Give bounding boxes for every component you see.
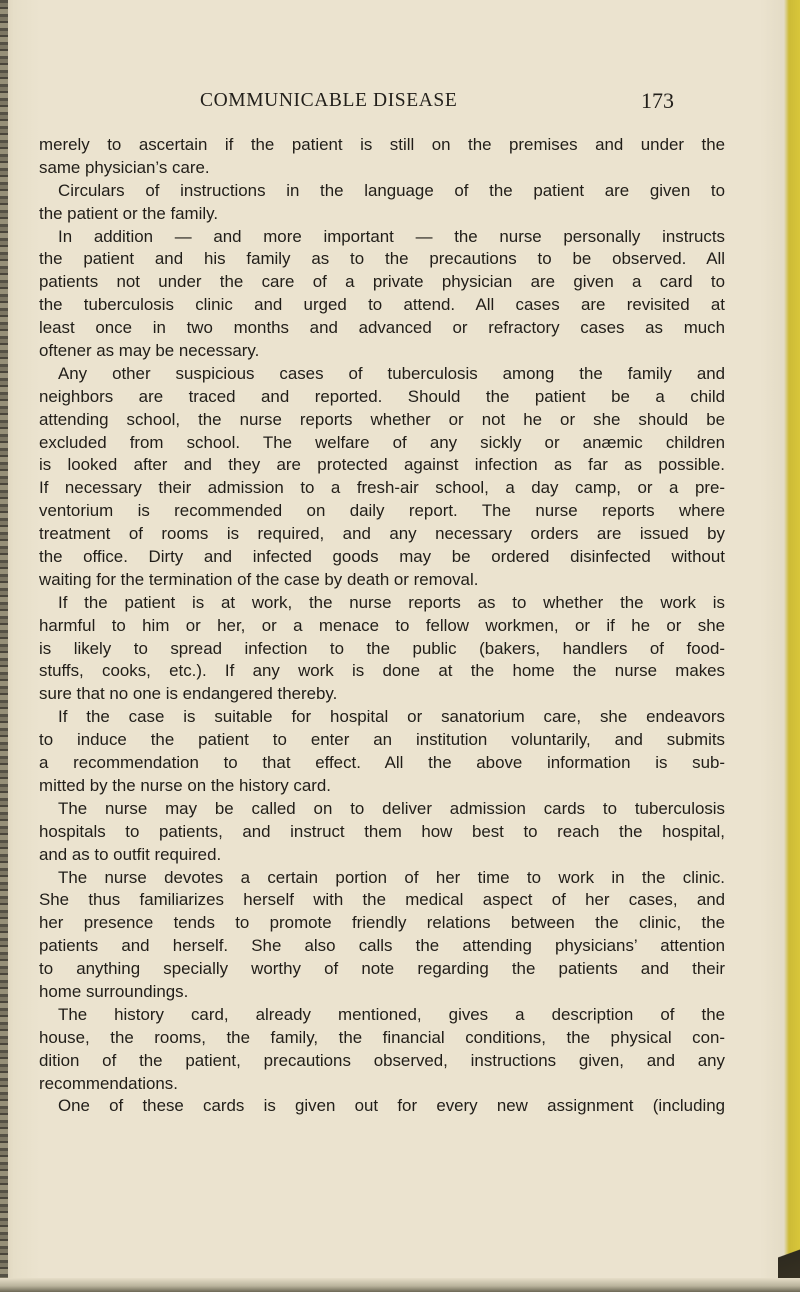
text-line: recommendations.	[39, 1073, 178, 1093]
text-line: to induce the patient to enter an institution voluntarily, and submits	[39, 730, 725, 750]
text-line: stuffs, cooks, etc.). If any work is done at the home the nurse makes	[39, 661, 725, 681]
text-line: waiting for the termination of the case by death or removal.	[39, 569, 479, 589]
text-line: merely to ascertain if the patient is still on the premises and under the	[39, 135, 725, 154]
text-line: treatment of rooms is required, and any necessary orders are issued by	[39, 524, 725, 544]
binding-edge	[0, 0, 8, 1292]
text-line: same physician’s care.	[39, 157, 210, 177]
text-line: the patient and his family as to the precautions to be observed. All	[39, 249, 725, 269]
running-head: COMMUNICABLE DISEASE	[200, 90, 458, 111]
text-line: One of these cards is given out for every new assignment (including	[58, 1096, 725, 1116]
text-line: ventorium is recommended on daily report. The nurse reports where	[39, 501, 725, 521]
text-line: excluded from school. The welfare of any sickly or anæmic children	[39, 432, 725, 452]
text-line: house, the rooms, the family, the financial conditions, the physical con-	[39, 1027, 725, 1047]
text-line: her presence tends to promote friendly relations between the clinic, the	[39, 913, 725, 933]
text-line: the tuberculosis clinic and urged to attend. All cases are revisited at	[39, 295, 725, 315]
text-line: If necessary their admission to a fresh-air school, a day camp, or a pre-	[39, 478, 725, 498]
text-line: She thus familiarizes herself with the medical aspect of her cases, and	[39, 890, 725, 910]
text-line: If the patient is at work, the nurse reports as to whether the work is	[58, 592, 725, 612]
text-line: hospitals to patients, and instruct them how best to reach the hospital,	[39, 821, 725, 841]
text-line: Any other suspicious cases of tuberculosis among the family and	[58, 363, 725, 383]
text-line: In addition — and more important — the nurse personally instructs	[58, 226, 725, 246]
text-line: If the case is suitable for hospital or sanatorium care, she endeavors	[58, 707, 725, 727]
text-line: attending school, the nurse reports whether or not he or she should be	[39, 409, 725, 429]
text-line: patients and herself. She also calls the attending physicians’ attention	[39, 936, 725, 956]
text-line: the office. Dirty and infected goods may be ordered disinfected without	[39, 547, 725, 567]
text-line: oftener as may be necessary.	[39, 341, 260, 361]
text-line: patients not under the care of a private physician are given a card to	[39, 272, 725, 292]
text-line: mitted by the nurse on the history card.	[39, 775, 331, 795]
text-line: neighbors are traced and reported. Should the patient be a child	[39, 386, 725, 406]
text-line: a recommendation to that effect. All the above information is sub-	[39, 753, 725, 773]
text-line: The nurse may be called on to deliver admission cards to tuberculosis	[58, 798, 725, 818]
text-line: The history card, already mentioned, gives a description of the	[58, 1004, 725, 1024]
page-number: 173	[641, 88, 674, 113]
text-line: Circulars of instructions in the language of the patient are given to	[58, 180, 725, 200]
text-line: sure that no one is endangered thereby.	[39, 684, 338, 704]
page-right-edge	[784, 0, 800, 1292]
body-text	[39, 134, 725, 1118]
page-header	[96, 88, 706, 124]
page-bottom-edge	[0, 1278, 800, 1292]
text-line: is looked after and they are protected against infection as far as possible.	[39, 455, 725, 475]
text-line: The nurse devotes a certain portion of her time to work in the clinic.	[58, 867, 725, 887]
text-line: least once in two months and advanced or refractory cases as much	[39, 318, 725, 338]
text-line: dition of the patient, precautions observed, instructions given, and any	[39, 1050, 725, 1070]
text-line: and as to outfit required.	[39, 844, 222, 864]
text-line: home surroundings.	[39, 981, 189, 1001]
text-line: is likely to spread infection to the public (bakers, handlers of food-	[39, 638, 725, 658]
text-line: the patient or the family.	[39, 203, 219, 223]
text-line: to anything specially worthy of note regarding the patients and their	[39, 959, 725, 979]
text-line: harmful to him or her, or a menace to fellow workmen, or if he or she	[39, 615, 725, 635]
